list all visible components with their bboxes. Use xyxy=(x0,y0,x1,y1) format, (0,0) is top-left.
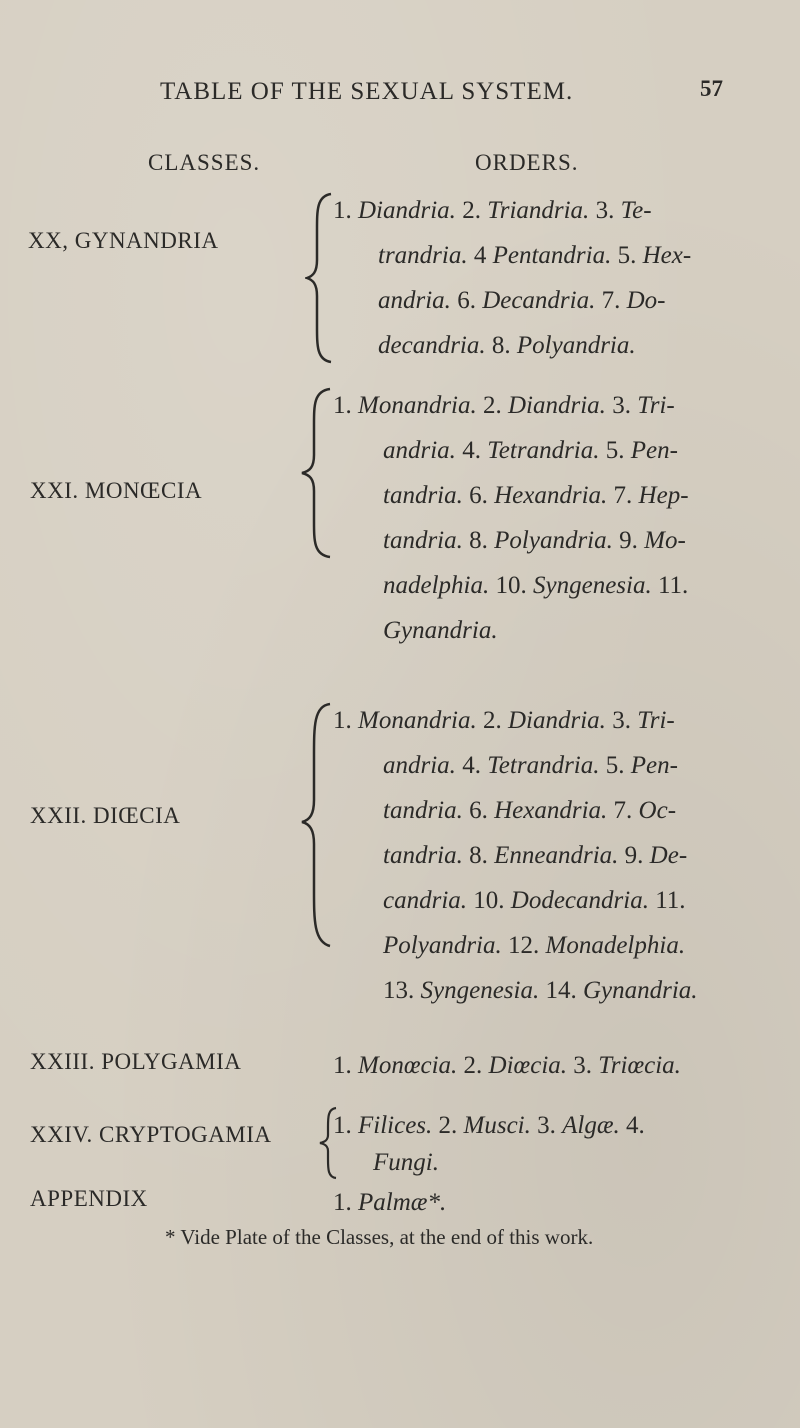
classes-column-heading: CLASSES. xyxy=(148,150,261,175)
orders-xxi-line-4: tandria. 8. Polyandria. 9. Mo- xyxy=(383,527,686,554)
orders-xx-line-4: decandria. 8. Polyandria. xyxy=(378,332,636,359)
class-name-xxii: XXII. DIŒCIA xyxy=(30,803,181,828)
orders-xxi-line-2: andria. 4. Tetrandria. 5. Pen- xyxy=(383,437,678,464)
orders-xxi-line-6: Gynandria. xyxy=(383,617,498,644)
running-head: TABLE OF THE SEXUAL SYSTEM. xyxy=(160,78,574,105)
orders-xxii-line-1: 1. Monandria. 2. Diandria. 3. Tri- xyxy=(333,707,675,734)
orders-xxiv-line-2: Fungi. xyxy=(373,1149,439,1176)
orders-xxii-line-7: 13. Syngenesia. 14. Gynandria. xyxy=(383,977,698,1004)
orders-xxii-line-4: tandria. 8. Enneandria. 9. De- xyxy=(383,842,688,869)
class-name-xxiv: XXIV. CRYPTOGAMIA xyxy=(30,1122,272,1147)
orders-xxi-line-3: tandria. 6. Hexandria. 7. Hep- xyxy=(383,482,689,509)
class-name-xxiii: XXIII. POLYGAMIA xyxy=(30,1049,242,1074)
orders-xxiii-line-1: 1. Monœcia. 2. Diœcia. 3. Triœcia. xyxy=(333,1052,681,1079)
orders-xxii-line-6: Polyandria. 12. Monadelphia. xyxy=(383,932,686,959)
orders-xx-line-1: 1. Diandria. 2. Triandria. 3. Te- xyxy=(333,197,652,224)
class-name-xx: XX, GYNANDRIA xyxy=(28,228,219,253)
orders-xx-line-2: trandria. 4 Pentandria. 5. Hex- xyxy=(378,242,692,269)
orders-xxii-line-2: andria. 4. Tetrandria. 5. Pen- xyxy=(383,752,678,779)
orders-appendix-line-1: 1. Palmæ*. xyxy=(333,1189,447,1216)
orders-column-heading: ORDERS. xyxy=(475,150,579,175)
page-number: 57 xyxy=(700,76,723,101)
footnote: * Vide Plate of the Classes, at the end of this work. xyxy=(165,1225,594,1249)
orders-xxii-line-3: tandria. 6. Hexandria. 7. Oc- xyxy=(383,797,677,824)
class-name-appendix: APPENDIX xyxy=(30,1186,148,1211)
class-name-xxi: XXI. MONŒCIA xyxy=(30,478,203,503)
orders-xxi-line-1: 1. Monandria. 2. Diandria. 3. Tri- xyxy=(333,392,675,419)
orders-xxi-line-5: nadelphia. 10. Syngenesia. 11. xyxy=(383,572,689,599)
orders-xxiv-line-1: 1. Filices. 2. Musci. 3. Algæ. 4. xyxy=(333,1112,645,1139)
orders-xxii-line-5: candria. 10. Dodecandria. 11. xyxy=(383,887,686,914)
orders-xx-line-3: andria. 6. Decandria. 7. Do- xyxy=(378,287,666,314)
